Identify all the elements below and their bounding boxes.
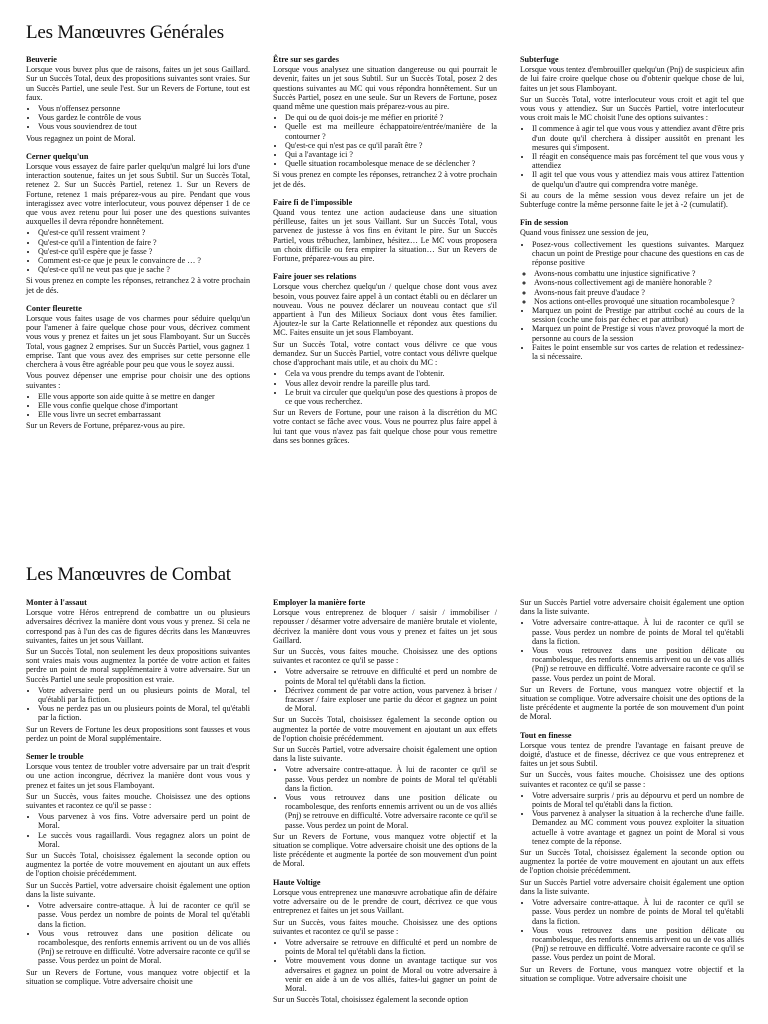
bullet-list	[26, 392, 250, 420]
bullet-list	[520, 306, 744, 361]
list-item: • Qu'est-ce qu'il ne veut pas que je sache ?	[38, 265, 250, 274]
list-item: • Comment est-ce que je peux le convaincre de … ?	[38, 256, 250, 265]
paragraph: Sur un Revers de Fortune, vous manquez votre objectif et la situation se complique. Votre adversaire choisit une	[26, 967, 250, 986]
paragraph: Sur un Succès Partiel, votre adversaire choisit également une option dans la liste suivante.	[273, 745, 497, 764]
maneuver-block	[273, 598, 497, 869]
paragraph: Vous regagnez un point de Moral.	[26, 133, 136, 143]
list-item: • Il commence à agir tel que vous vous y attendiez avant d'être pris d'un doute qu'il cherchera à dissiper aussitôt en prenant les mesures qui s'imposent.	[532, 124, 744, 152]
paragraph: Sur un Succès, vous faites mouche. Choisissez une des options suivantes et racontez ce qu'il se passe :	[273, 647, 497, 666]
paragraph: Quand vous tentez une action audacieuse dans une situation périlleuse, faites un jet sous Vaillant. Sur un Succès Total, vous parvenez de justesse à vos fins en évitant le pire. Sur un Succès Partiel, vous trébuchez, lambinez, hésitez… Le MC vous proposera un choix difficile ou fera empirer la situation… Sur un Revers de Fortune, préparez-vous au pire.	[273, 208, 497, 264]
paragraph: Lorsque vous entreprenez une manœuvre acrobatique afin de défaire votre adversaire ou de le prendre de court, décrivez ce que vous entreprenez et faites un jet sous Vaillant.	[273, 887, 497, 916]
list-item: • Vous n'offensez personne	[38, 104, 250, 113]
bullet-list	[26, 228, 250, 274]
list-item: ◦ Avons-nous fait preuve d'audace ?	[534, 288, 744, 297]
list-item: • Vous vous retrouvez dans une position délicate ou rocambolesque, des renforts ennemis arrivent ou un de vos alliés (Pnj) se retrouve en difficulté. Votre adversaire raconte ce qu'il se passe. Vous perdez un point de Moral.	[38, 929, 250, 966]
list-item: • Qu'est-ce qui n'est pas ce qu'il paraît être ?	[285, 141, 497, 150]
column-3	[520, 598, 744, 992]
list-item: • Cela va vous prendre du temps avant de l'obtenir.	[285, 369, 497, 378]
bullet-list	[273, 667, 497, 713]
combat-maneuvers-section	[0, 560, 768, 1024]
paragraph: Sur un Revers de Fortune, vous manquez votre objectif et la situation se complique. Votre adversaire choisit une des options de la liste précédente et augmente la portée de son mouvement d'un point de Moral.	[273, 831, 497, 869]
column-2	[273, 55, 497, 454]
column-3	[520, 55, 744, 370]
paragraph: Sur un Succès Total, choisissez également la seconde option ou augmentez la portée de votre mouvement en ajoutant un aux effets de l'option choisie précédemment.	[273, 715, 497, 743]
list-item: • Il agit tel que vous vous y attendiez mais vous attirez l'attention de quelqu'un d'autre qui comprendra votre manège.	[532, 170, 744, 188]
maneuver-heading: Fin de session	[520, 218, 569, 228]
list-item: • Qu'est-ce qu'il ressent vraiment ?	[38, 228, 250, 237]
paragraph: Sur un Revers de Fortune les deux propositions sont fausses et vous perdez un point de Moral supplémentaire.	[26, 724, 250, 743]
maneuver-block	[520, 731, 744, 983]
maneuver-block	[273, 272, 497, 445]
list-item: • Qui a l'avantage ici ?	[285, 150, 497, 159]
maneuver-block	[520, 55, 744, 209]
bullet-list	[520, 618, 744, 682]
paragraph: Quand vous finissez une session de jeu,	[520, 228, 649, 238]
list-item: • Vous allez devoir rendre la pareille plus tard.	[285, 379, 497, 388]
paragraph: Lorsque vous entreprenez de bloquer / saisir / immobiliser / repousser / désarmer votre adversaire de manière brutale et violente, décrivez la manière dont vous vous y prenez et faites un jet sous Gaillard.	[273, 608, 497, 645]
bullet-list	[26, 686, 250, 723]
paragraph: Lorsque vous cherchez quelqu'un / quelque chose dont vous avez besoin, vous pouvez faire appel à un contact établi ou en déclarer un nouveau. Vous ne pouvez déclarer un nouveau contact que s'il appartient à l'un des Milieux Sociaux dont vous êtes familier. Ajoutez-le sur la Carte Relationnelle et répondez aux questions du MC. Faites ensuite un jet sous Flamboyant.	[273, 282, 497, 338]
paragraph: Lorsque votre Héros entreprend de combattre un ou plusieurs adversaires décrivez la manière dont vous vous y prenez. Si cela ne correspond pas à l'un des cas de figures décrits dans les Manœuvres suivantes, faites un jet sous Vaillant.	[26, 608, 250, 645]
paragraph: Sur un Succès Total, choisissez également la seconde option ou augmentez la portée de votre mouvement en ajoutant un aux effets de l'option choisie précédemment.	[26, 851, 250, 879]
column-1	[26, 598, 250, 995]
list-item: • Votre adversaire se retrouve en difficulté et perd un nombre de points de Moral tel qu'établi dans la fiction.	[285, 938, 497, 956]
paragraph: Sur un Succès Total, choisissez également la seconde option	[273, 995, 469, 1005]
paragraph: Sur un Succès Total, votre interlocuteur vous croit et agit tel que vous vous y attendiez. Sur un Succès Partiel, votre interlocuteur vous croit mais le MC choisit l'une des options suivantes :	[520, 94, 744, 123]
maneuver-heading: Haute Voltige	[273, 877, 321, 887]
maneuver-block	[26, 598, 250, 743]
maneuver-heading: Subterfuge	[520, 55, 559, 64]
paragraph: Lorsque vous buvez plus que de raisons, faites un jet sous Gaillard. Sur un Succès Total, deux des propositions suivantes sont vraies. Sur un Succès Partiel, une seule l'est. Sur un Revers de Fortune, tout est faux.	[26, 65, 250, 102]
paragraph: Sur un Revers de Fortune, préparez-vous au pire.	[26, 421, 185, 431]
list-item: • Vous gardez le contrôle de vous	[38, 113, 250, 122]
list-item: • Vous vous retrouvez dans une position délicate ou rocambolesque, des renforts ennemis arrivent ou un de vos alliés (Pnj) se retrouve en difficulté. Votre adversaire raconte ce qu'il se passe. Vous perdez un point de Moral.	[532, 646, 744, 683]
section-title: Les Manœuvres Générales	[26, 22, 224, 43]
paragraph: Lorsque vous tentez de troubler votre adversaire par un trait d'esprit ou une action incongrue, décrivez la manière dont vous vous y prenez et faites un jet sous Flamboyant.	[26, 762, 250, 790]
maneuver-heading: Beuverie	[26, 55, 57, 64]
bullet-list	[520, 898, 744, 962]
list-item: • Vous vous retrouvez dans une position délicate ou rocambolesque, des renforts ennemis arrivent ou un de vos alliés (Pnj) se retrouve en difficulté. Votre adversaire raconte ce qu'il se passe. Vous perdez un point de Moral.	[285, 793, 497, 830]
paragraph: Sur un Succès, vous faites mouche. Choisissez une des options suivantes et racontez ce qu'il se passe :	[520, 770, 744, 789]
paragraph: Sur un Succès Partiel votre adversaire choisit également une option dans la liste suivante.	[520, 598, 744, 617]
maneuver-heading: Faire fi de l'impossible	[273, 197, 353, 207]
bullet-list	[26, 901, 250, 965]
maneuver-block	[26, 752, 250, 986]
list-item: • Marquez un point de Prestige si vous n'avez provoqué la mort de personne au cours de la session	[532, 324, 744, 342]
paragraph: Sur un Succès Partiel, votre adversaire choisit également une option dans la liste suivante.	[26, 880, 250, 899]
paragraph: Si vous prenez en compte les réponses, retranchez 2 à votre prochain jet de dés.	[26, 276, 250, 295]
maneuver-block	[520, 218, 744, 361]
list-item: • Vous parvenez à vos fins. Votre adversaire perd un point de Moral.	[38, 812, 250, 830]
maneuver-block	[520, 598, 744, 722]
maneuver-block	[273, 198, 497, 263]
list-item: • Le bruit va circuler que quelqu'un pose des questions à propos de ce que vous recherchez.	[285, 388, 497, 406]
bullet-list	[520, 791, 744, 846]
list-item: • Vous vous souviendrez de tout	[38, 122, 250, 131]
paragraph: Lorsque vous tentez de prendre l'avantage en faisant preuve de doigté, d'astuce et de finesse, décrivez ce que vous entreprenez et faites un jet sous Subtil.	[520, 740, 744, 769]
list-item: • Quelle est ma meilleure échappatoire/entrée/manière de la contourner ?	[285, 122, 497, 140]
list-item: • Décrivez comment de par votre action, vous parvenez à briser / fracasser / faire exploser une partie du décor et gagnez un point de Moral.	[285, 686, 497, 714]
bullet-list	[273, 765, 497, 829]
maneuver-heading: Employer la manière forte	[273, 598, 366, 607]
maneuver-heading: Tout en finesse	[520, 730, 572, 740]
list-item: • Votre adversaire contre-attaque. À lui de raconter ce qu'il se passe. Vous perdez un nombre de points de Moral tel qu'établi dans la fiction.	[38, 901, 250, 929]
paragraph: Lorsque vous faites usage de vos charmes pour séduire quelqu'un pour l'amener à faire quelque chose pour vous, décrivez comment vous vous y prenez et faites un jet sous Flamboyant. Sur un Succès Total, vous gagnez 2 emprises. Sur un Succès Partiel, vous gagnez 1 emprise. Tant que vous avez des emprises sur cette personne elle cherchera à vous être agréable pour peu que vous le soyez aussi.	[26, 314, 250, 370]
column-2	[273, 598, 497, 1013]
list-item: • Vous ne perdez pas un ou plusieurs points de Moral, tel qu'établi par la fiction.	[38, 704, 250, 722]
bullet-list	[273, 113, 497, 168]
list-item: • Faites le point ensemble sur vos cartes de relation et redessinez-la si nécessaire.	[532, 343, 744, 361]
bullet-list	[26, 812, 250, 849]
list-item: • Votre adversaire se retrouve en difficulté et perd un nombre de points de Moral tel qu'établi dans la fiction.	[285, 667, 497, 685]
list-item: • Quelle situation rocambolesque menace de se déclencher ?	[285, 159, 497, 168]
list-item: • Qu'est-ce qu'il espère que je fasse ?	[38, 247, 250, 256]
maneuver-block	[273, 878, 497, 1005]
maneuver-heading: Cerner quelqu'un	[26, 151, 89, 161]
list-item: • Votre adversaire contre-attaque. À lui de raconter ce qu'il se passe. Vous perdez un nombre de points de Moral tel qu'établi dans la fiction.	[532, 618, 744, 646]
list-item: • Elle vous confie quelque chose d'important	[38, 401, 250, 410]
list-item: • Marquez un point de Prestige par attribut coché au cours de la session (coche une fois par échec et par attribut)	[532, 306, 744, 324]
paragraph: Sur un Succès Total, votre contact vous délivre ce que vous demandez. Sur un Succès Partiel, votre contact vous délivre quelque chose d'approchant mais utile, et au choix du MC :	[273, 339, 497, 368]
paragraph: Sur un Succès Partiel votre adversaire choisit également une option dans la liste suivante.	[520, 877, 744, 896]
paragraph: Si au cours de la même session vous devez refaire un jet de Subterfuge contre la même personne faite le jet à -2 (cumulatif).	[520, 190, 744, 210]
paragraph: Lorsque vous analysez une situation dangereuse ou qui pourrait le devenir, faites un jet sous Subtil. Sur un Succès Total, posez 2 des questions suivantes au MC qui vous répondra honnêtement. Sur un Succès Partiel, posez en une seule. Sur un Revers de Fortune, posez quand même une question mais préparez-vous au pire.	[273, 65, 497, 112]
list-item: • Le succès vous ragaillardi. Vous regagnez alors un point de Moral.	[38, 831, 250, 849]
paragraph: Si vous prenez en compte les réponses, retranchez 2 à votre prochain jet de dés.	[273, 170, 497, 189]
paragraph: Sur un Revers de Fortune, vous manquez votre objectif et la situation se complique. Votre adversaire choisit une	[520, 964, 744, 983]
paragraph: Vous pouvez dépenser une emprise pour choisir une des options suivantes :	[26, 371, 250, 390]
list-item: • Vous vous retrouvez dans une position délicate ou rocambolesque, des renforts ennemis arrivent ou un de vos alliés (Pnj) se retrouve en difficulté. Votre adversaire raconte ce qu'il se passe. Vous perdez un point de Moral.	[532, 926, 744, 963]
bullet-list	[273, 369, 497, 406]
paragraph: Lorsque vous essayez de faire parler quelqu'un malgré lui lors d'une interaction soutenue, faites un jet sous Subtil. Sur un Succès Total, retenez 2. Sur un Succès Partiel, retenez 1. Sur un Revers de Fortune, retenez 1 mais préparez-vous au pire. Pendant que vous interagissez avec votre interlocuteur, vous pouvez dépenser 1 de ce que vous avez retenu pour lui poser une des questions suivantes auxquelles il devra répondre honnêtement.	[26, 162, 250, 227]
maneuver-block	[26, 55, 250, 143]
bullet-list	[520, 124, 744, 188]
list-item: • Votre mouvement vous donne un avantage tactique sur vos adversaires et gagnez un point de Moral ou votre adversaire à venir en aide à un de vos alliés, faites-lui gagner un point de Moral.	[285, 956, 497, 993]
maneuver-heading: Monter à l'assaut	[26, 598, 87, 607]
list-item: • Elle vous livre un secret embarrassant	[38, 410, 250, 419]
column-1	[26, 55, 250, 440]
list-item: ◦ Avons-nous collectivement agi de manière honorable ?	[534, 278, 744, 287]
section-title: Les Manœuvres de Combat	[26, 564, 231, 585]
paragraph: Lorsque vous tentez d'embrouiller quelqu'un (Pnj) de suspicieux afin de lui faire croire quelque chose ou d'obtenir quelque chose de lui, faites un jet sous Flamboyant.	[520, 65, 744, 93]
list-item: • Qu'est-ce qu'il a l'intention de faire ?	[38, 238, 250, 247]
list-item: • De qui ou de quoi dois-je me méfier en priorité ?	[285, 113, 497, 122]
paragraph: Sur un Succès Total, choisissez également la seconde option ou augmentez la portée de votre mouvement en ajoutant un aux effets de l'option choisie précédemment.	[520, 848, 744, 876]
sub-bullet-list	[520, 269, 744, 306]
paragraph: Sur un Revers de Fortune, pour une raison à la discrétion du MC votre contact se fâche avec vous. Vous ne pourrez plus faire appel à lui tant que vous n'avez pas fait quelque chose pour vous remettre dans ses bonnes grâces.	[273, 408, 497, 445]
maneuver-heading: Semer le trouble	[26, 752, 84, 762]
maneuver-heading: Conter fleurette	[26, 303, 82, 313]
paragraph: Sur un Succès Total, non seulement les deux propositions suivantes sont vraies mais vous augmentez la portée de votre action et faites perdre un point de moral supplémentaire à votre adversaire. Sur un Succès Partiel une seule proposition est vraie.	[26, 647, 250, 684]
list-item: • Votre adversaire perd un ou plusieurs points de Moral, tel qu'établi par la fiction.	[38, 686, 250, 704]
paragraph: Sur un Revers de Fortune, vous manquez votre objectif et la situation se complique. Votre adversaire choisit une des options de la liste précédente et augmente la portée de son mouvement d'un point de Moral.	[520, 684, 744, 722]
list-item: • Posez-vous collectivement les questions suivantes. Marquez chacun un point de Prestige pour chacune des questions en cas de réponse positive	[532, 240, 744, 268]
list-item: • Votre adversaire surpris / pris au dépourvu et perd un nombre de points de Moral tel qu'établi dans la fiction.	[532, 791, 744, 809]
list-item: • Votre adversaire contre-attaque. À lui de raconter ce qu'il se passe. Vous perdez un nombre de points de Moral tel qu'établi dans la fiction.	[285, 765, 497, 793]
list-item: ◦ Nos actions ont-elles provoqué une situation rocambolesque ?	[534, 297, 744, 306]
maneuver-block	[26, 304, 250, 431]
bullet-list	[273, 938, 497, 993]
list-item: • Elle vous apporte son aide quitte à se mettre en danger	[38, 392, 250, 401]
maneuver-heading: Faire jouer ses relations	[273, 272, 357, 282]
maneuver-block	[273, 55, 497, 189]
paragraph: Sur un Succès, vous faites mouche. Choisissez une des options suivantes et racontez ce qu'il se passe :	[273, 917, 497, 936]
paragraph: Sur un Succès, vous faites mouche. Choisissez une des options suivantes et racontez ce qu'il se passe :	[26, 791, 250, 811]
list-item: • Vous parvenez à analyser la situation à la recherche d'une faille. Demandez au MC comment vous pouvez exploiter la situation actuelle à votre avantage et gagnez un point de Moral si vous tenez compte de la réponse.	[532, 809, 744, 846]
list-item: • Votre adversaire contre-attaque. À lui de raconter ce qu'il se passe. Vous perdez un nombre de points de Moral tel qu'établi dans la fiction.	[532, 898, 744, 926]
maneuver-heading: Être sur ses gardes	[273, 55, 339, 64]
list-item: • Il réagit en conséquence mais pas forcément tel que vous vous y attendiez	[532, 152, 744, 170]
list-item: ◦ Avons-nous combattu une injustice significative ?	[534, 269, 744, 278]
bullet-list	[26, 104, 250, 132]
bullet-list	[520, 240, 744, 268]
maneuver-block	[26, 152, 250, 295]
